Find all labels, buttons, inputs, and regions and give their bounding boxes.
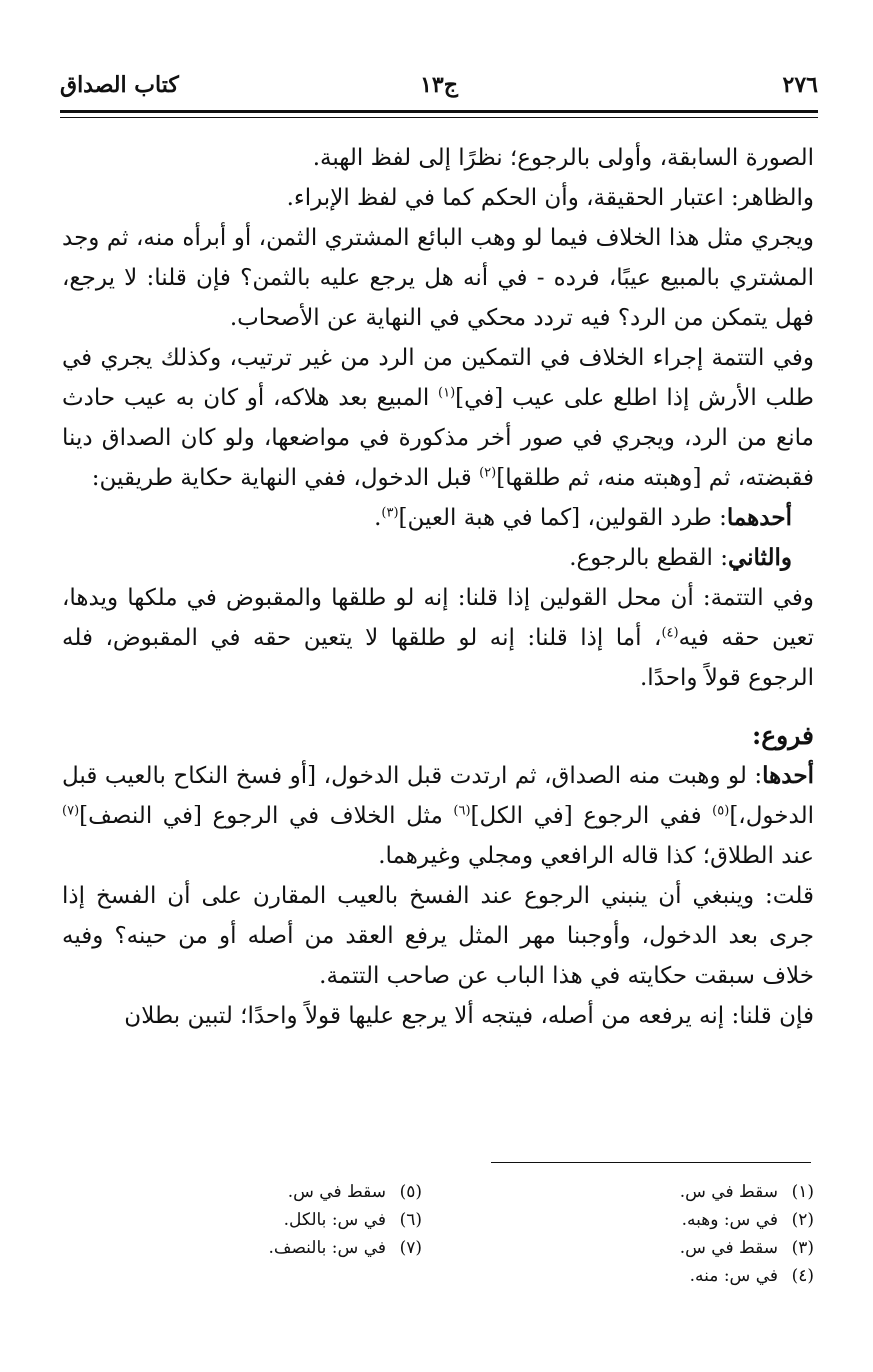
paragraph-6-text: : القطع بالرجوع. <box>569 545 728 571</box>
footnote-text: في س: بالنصف. <box>268 1238 386 1258</box>
footnote-number: (١) <box>791 1182 814 1202</box>
footnote-text: سقط في س. <box>679 1182 778 1202</box>
paragraph-9: قلت: وينبغي أن ينبني الرجوع عند الفسخ بالعيب المقارن على أن الفسخ إذا جرى بعد الدخول، وأوجبنا مهر المثل يرفع العقد من أصله أو من حينه؟ وفيه خلاف سبقت حكايته في هذا الباب عن صاحب التتمة. <box>62 883 814 989</box>
paragraph-5-end: . <box>374 505 382 531</box>
paragraph-2: والظاهر: اعتبار الحقيقة، وأن الحكم كما في لفظ الإبراء. <box>286 185 814 211</box>
footnote-7 <box>268 1234 422 1262</box>
footnote-6 <box>268 1206 422 1234</box>
footnote-number: (٧) <box>399 1238 422 1258</box>
main-text <box>62 138 814 1036</box>
header-rule-thick <box>60 110 818 113</box>
paragraph-8-part-b: ففي الرجوع [في الكل] <box>470 803 713 829</box>
footnote-text: في س: وهبه. <box>681 1210 778 1230</box>
footnote-number: (٢) <box>791 1210 814 1230</box>
footnote-rule <box>491 1162 811 1163</box>
paragraph-7-part-a: وفي التتمة: أن محل القولين إذا قلنا: إنه لو طلقها والمقبوض في ملكها ويدها، تعين حقه فيه <box>62 585 814 651</box>
label-second: والثاني <box>727 544 792 571</box>
paragraph-6 <box>62 538 814 578</box>
footnote-text: في س: منه. <box>689 1266 778 1286</box>
paragraph-8-part-d: عند الطلاق؛ كذا قاله الرافعي ومجلي وغيرهما. <box>378 843 814 869</box>
footnote-number: (٦) <box>399 1210 422 1230</box>
footnote-1 <box>680 1178 814 1206</box>
footnote-ref-5: (٥) <box>712 803 730 819</box>
footnote-column-left <box>268 1178 422 1262</box>
footnote-text: في س: بالكل. <box>283 1210 386 1230</box>
footnote-text: سقط في س. <box>679 1238 778 1258</box>
footnote-number: (٣) <box>791 1238 814 1258</box>
footnote-ref-4: (٤) <box>661 625 679 641</box>
footnote-ref-6: (٦) <box>453 803 471 819</box>
paragraph-3: ويجري مثل هذا الخلاف فيما لو وهب البائع المشتري الثمن، أو أبرأه منه، ثم وجد المشتري بالمبيع عيبًا، فرده - في أنه هل يرجع عليه بالثمن؟ فإن قلنا: لا يرجع، فهل يتمكن من الرد؟ فيه تردد محكي في النهاية عن الأصحاب. <box>62 225 814 331</box>
footnote-ref-2: (٢) <box>479 465 497 481</box>
footnotes <box>62 1178 814 1328</box>
page-number: ٢٧٦ <box>782 72 818 98</box>
footnote-column-right <box>680 1178 814 1290</box>
footnote-number: (٤) <box>791 1266 814 1286</box>
paragraph-7 <box>62 578 814 698</box>
label-first-branch: أحدها <box>762 762 814 789</box>
section-heading: فروع: <box>752 721 814 750</box>
book-title: كتاب الصداق <box>60 72 179 98</box>
paragraph-4-part-a: وفي التتمة إجراء الخلاف في التمكين من الرد من غير ترتيب، وكذلك يجري في طلب الأرش إذا اطلع على عيب [في] <box>62 345 814 411</box>
volume-number: ج١٣ <box>420 72 458 98</box>
paragraph-1: الصورة السابقة، وأولى بالرجوع؛ نظرًا إلى لفظ الهبة. <box>312 145 814 171</box>
paragraph-4-part-c: قبل الدخول، ففي النهاية حكاية طريقين: <box>91 465 480 491</box>
paragraph-5-text: : طرد القولين، [كما في هبة العين] <box>398 505 727 531</box>
page-header <box>60 72 818 104</box>
footnote-5 <box>268 1178 422 1206</box>
footnote-4 <box>680 1262 814 1290</box>
paragraph-8-part-c: مثل الخلاف في الرجوع [في النصف] <box>79 803 454 829</box>
paragraph-4-part-b: المبيع بعد هلاكه، أو كان به عيب حادث مانع من الرد، ويجري في صور أخر مذكورة في مواضعها، ولو كان الصداق دينا فقبضته، ثم [وهبته منه، ثم طلقها] <box>62 385 814 491</box>
footnote-ref-1: (١) <box>438 385 456 401</box>
paragraph-10: فإن قلنا: إنه يرفعه من أصله، فيتجه ألا يرجع عليها قولاً واحدًا؛ لتبين بطلان <box>124 1003 814 1029</box>
paragraph-7-part-b: ، أما إذا قلنا: إنه لو طلقها لا يتعين حقه في المقبوض، فله الرجوع قولاً واحدًا. <box>62 625 814 691</box>
paragraph-5 <box>62 498 814 538</box>
paragraph-8 <box>62 756 814 876</box>
footnote-3 <box>680 1234 814 1262</box>
footnote-text: سقط في س. <box>287 1182 386 1202</box>
label-first: أحدهما <box>726 504 792 531</box>
header-rule-thin <box>60 117 818 118</box>
paragraph-8-part-a: : لو وهبت منه الصداق، ثم ارتدت قبل الدخول، [أو فسخ النكاح بالعيب قبل الدخول،] <box>62 763 814 829</box>
footnote-number: (٥) <box>399 1182 422 1202</box>
footnote-ref-3: (٣) <box>381 505 399 521</box>
footnote-ref-7: (٧) <box>62 803 80 819</box>
footnote-2 <box>680 1206 814 1234</box>
paragraph-4 <box>62 338 814 498</box>
